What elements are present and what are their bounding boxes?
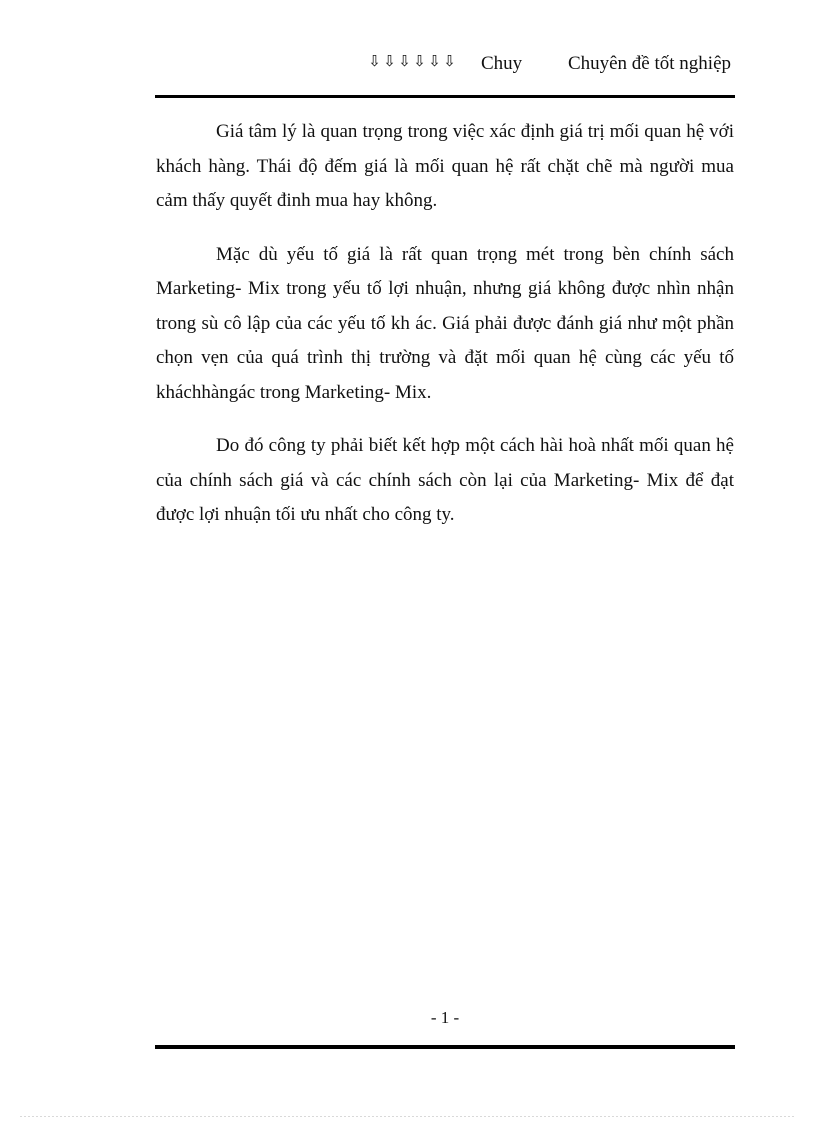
header-divider — [155, 95, 735, 98]
down-arrow-icon: ⇩ — [413, 52, 426, 70]
paragraph: Mặc dù yếu tố giá là rất quan trọng mét trong bèn chính sách Marketing- Mix trong yếu tố lợi nhuận, nhưng giá không được nhìn nhận trong sù cô lập của các yếu tố kh ác. Giá phải được đánh giá như một phần chọn vẹn của quá trình thị trường và đặt mối quan hệ cùng các yếu tố kháchhàngác trong Marketing- Mix. — [156, 243, 734, 403]
page-header — [155, 50, 735, 80]
document-body — [156, 115, 734, 552]
down-arrow-icon: ⇩ — [383, 52, 396, 70]
page-edge-dotted-line — [20, 1116, 796, 1117]
header-short-label: Chuy — [481, 53, 523, 74]
header-arrow-symbols — [367, 52, 457, 70]
footer-divider — [155, 1045, 735, 1049]
header-title: Chuyên đề tốt nghiệp — [567, 53, 731, 74]
down-arrow-icon: ⇩ — [398, 52, 411, 70]
down-arrow-icon: ⇩ — [428, 52, 441, 70]
down-arrow-icon: ⇩ — [368, 52, 381, 70]
paragraph: Do đó công ty phải biết kết hợp một cách hài hoà nhất mối quan hệ của chính sách giá và các chính sách còn lại của Marketing- Mix để đạt được lợi nhuận tối ưu nhất cho công ty. — [156, 435, 734, 525]
down-arrow-icon: ⇩ — [443, 52, 456, 70]
page-number: - 1 - — [430, 1008, 460, 1027]
paragraph: Giá tâm lý là quan trọng trong việc xác định giá trị mối quan hệ với khách hàng. Thái độ đếm giá là mối quan hệ rất chặt chẽ mà người mua cảm thấy quyết đinh mua hay không. — [156, 121, 734, 211]
